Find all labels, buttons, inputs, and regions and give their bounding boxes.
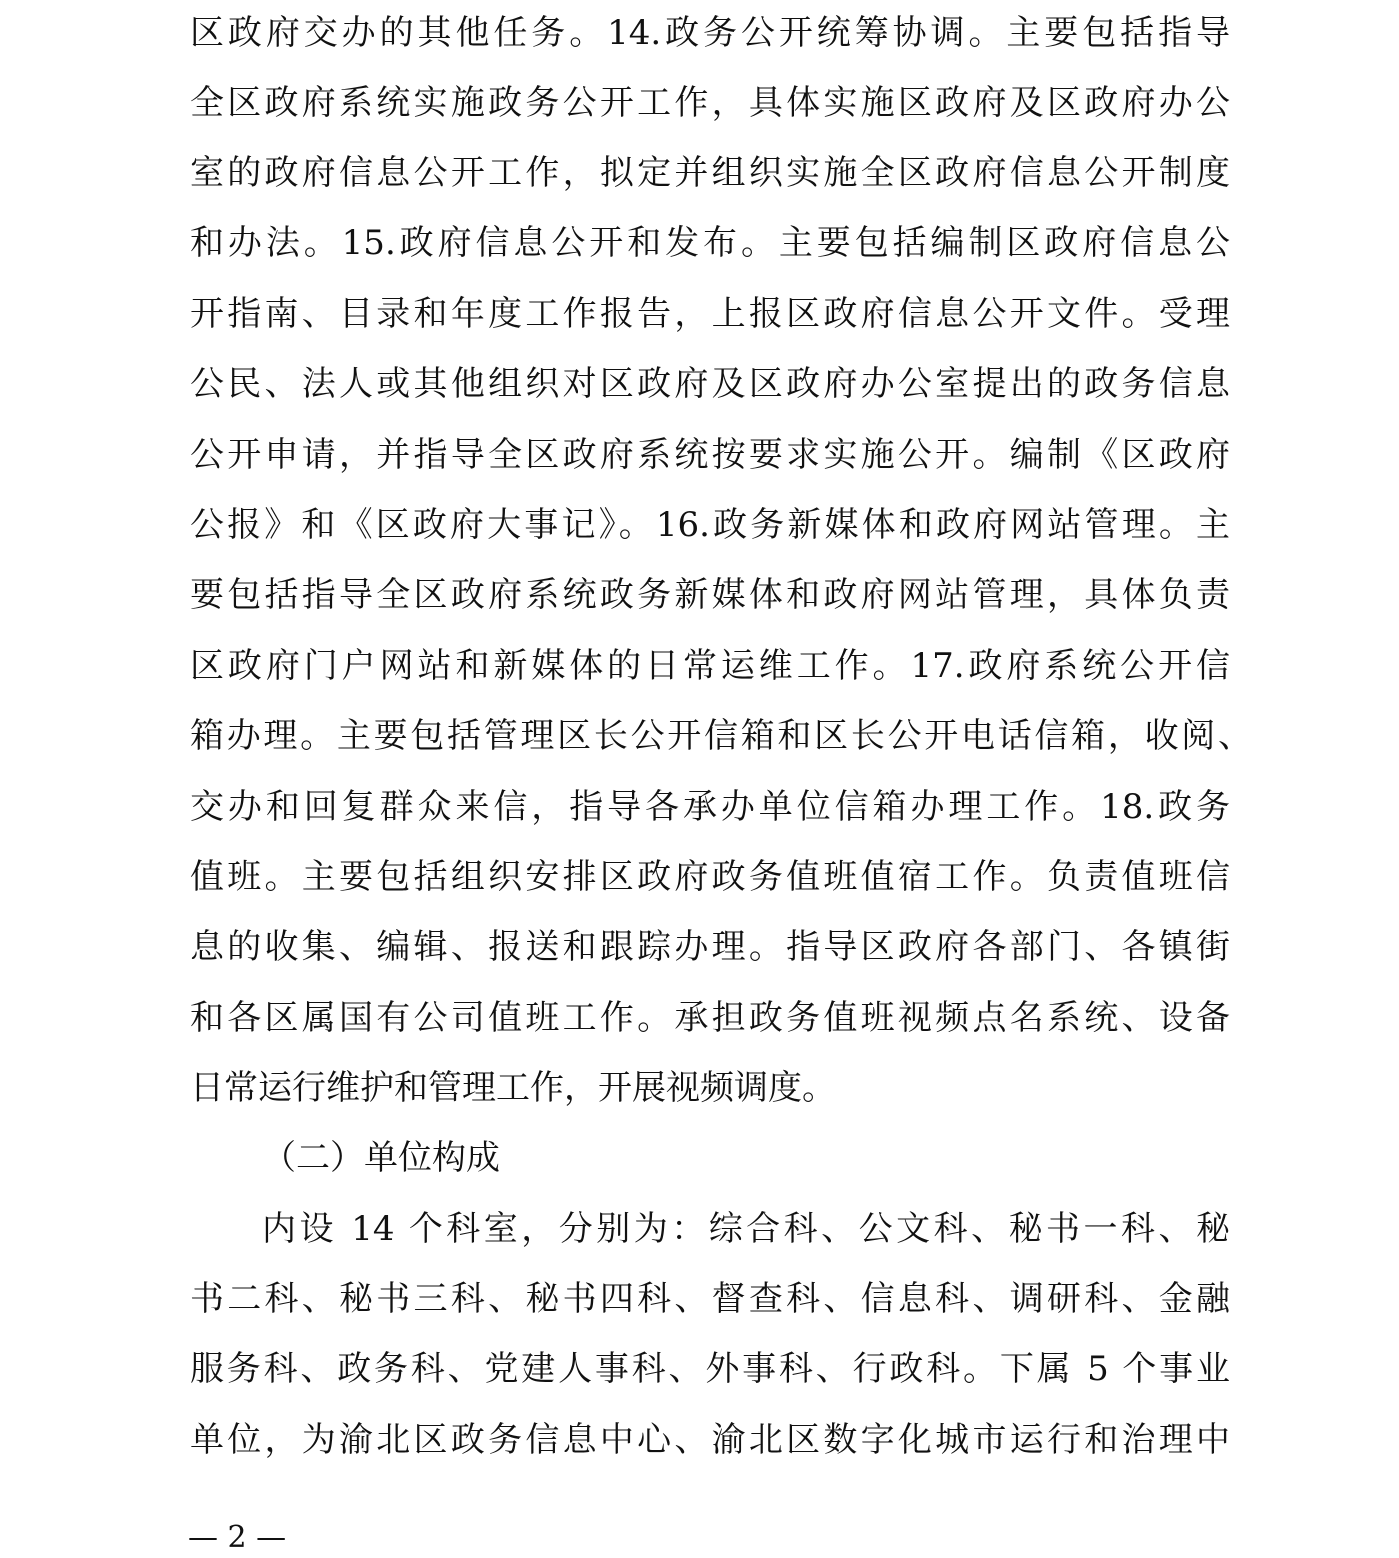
text-line: 公民、法人或其他组织对区政府及区政府办公室提出的政务信息 (190, 364, 1230, 404)
text-line: 箱办理。主要包括管理区长公开信箱和区长公开电话信箱，收阅、 (190, 716, 1252, 756)
text-line: 书二科、秘书三科、秘书四科、督查科、信息科、调研科、金融 (190, 1279, 1230, 1319)
text-line: 公开申请，并指导全区政府系统按要求实施公开。编制《区政府 (190, 435, 1230, 475)
text-line: 室的政府信息公开工作，拟定并组织实施全区政府信息公开制度 (190, 153, 1230, 193)
page-number: — 2 — (188, 1520, 287, 1555)
text-line: 内设 14 个科室，分别为：综合科、公文科、秘书一科、秘 (262, 1209, 1230, 1249)
text-line: 区政府交办的其他任务。14.政务公开统筹协调。主要包括指导 (190, 13, 1230, 53)
text-line: 值班。主要包括组织安排区政府政务值班值宿工作。负责值班信 (190, 857, 1230, 897)
text-line: 交办和回复群众来信，指导各承办单位信箱办理工作。18.政务 (190, 787, 1230, 827)
text-line: 和办法。15.政府信息公开和发布。主要包括编制区政府信息公 (190, 223, 1230, 263)
text-line: 日常运行维护和管理工作，开展视频调度。 (190, 1068, 836, 1108)
text-line: 服务科、政务科、党建人事科、外事科、行政科。下属 5 个事业 (190, 1349, 1230, 1389)
text-line: 单位，为渝北区政务信息中心、渝北区数字化城市运行和治理中 (190, 1420, 1230, 1460)
text-line: 开指南、目录和年度工作报告，上报区政府信息公开文件。受理 (190, 294, 1230, 334)
text-line: 要包括指导全区政府系统政务新媒体和政府网站管理，具体负责 (190, 575, 1230, 615)
section-heading: （二）单位构成 (262, 1138, 500, 1178)
text-line: 公报》和《区政府大事记》。16.政务新媒体和政府网站管理。主 (190, 505, 1230, 545)
text-line: 区政府门户网站和新媒体的日常运维工作。17.政府系统公开信 (190, 646, 1230, 686)
text-line: 息的收集、编辑、报送和跟踪办理。指导区政府各部门、各镇街 (190, 927, 1230, 967)
text-line: 全区政府系统实施政务公开工作，具体实施区政府及区政府办公 (190, 83, 1230, 123)
text-line: 和各区属国有公司值班工作。承担政务值班视频点名系统、设备 (190, 998, 1230, 1038)
